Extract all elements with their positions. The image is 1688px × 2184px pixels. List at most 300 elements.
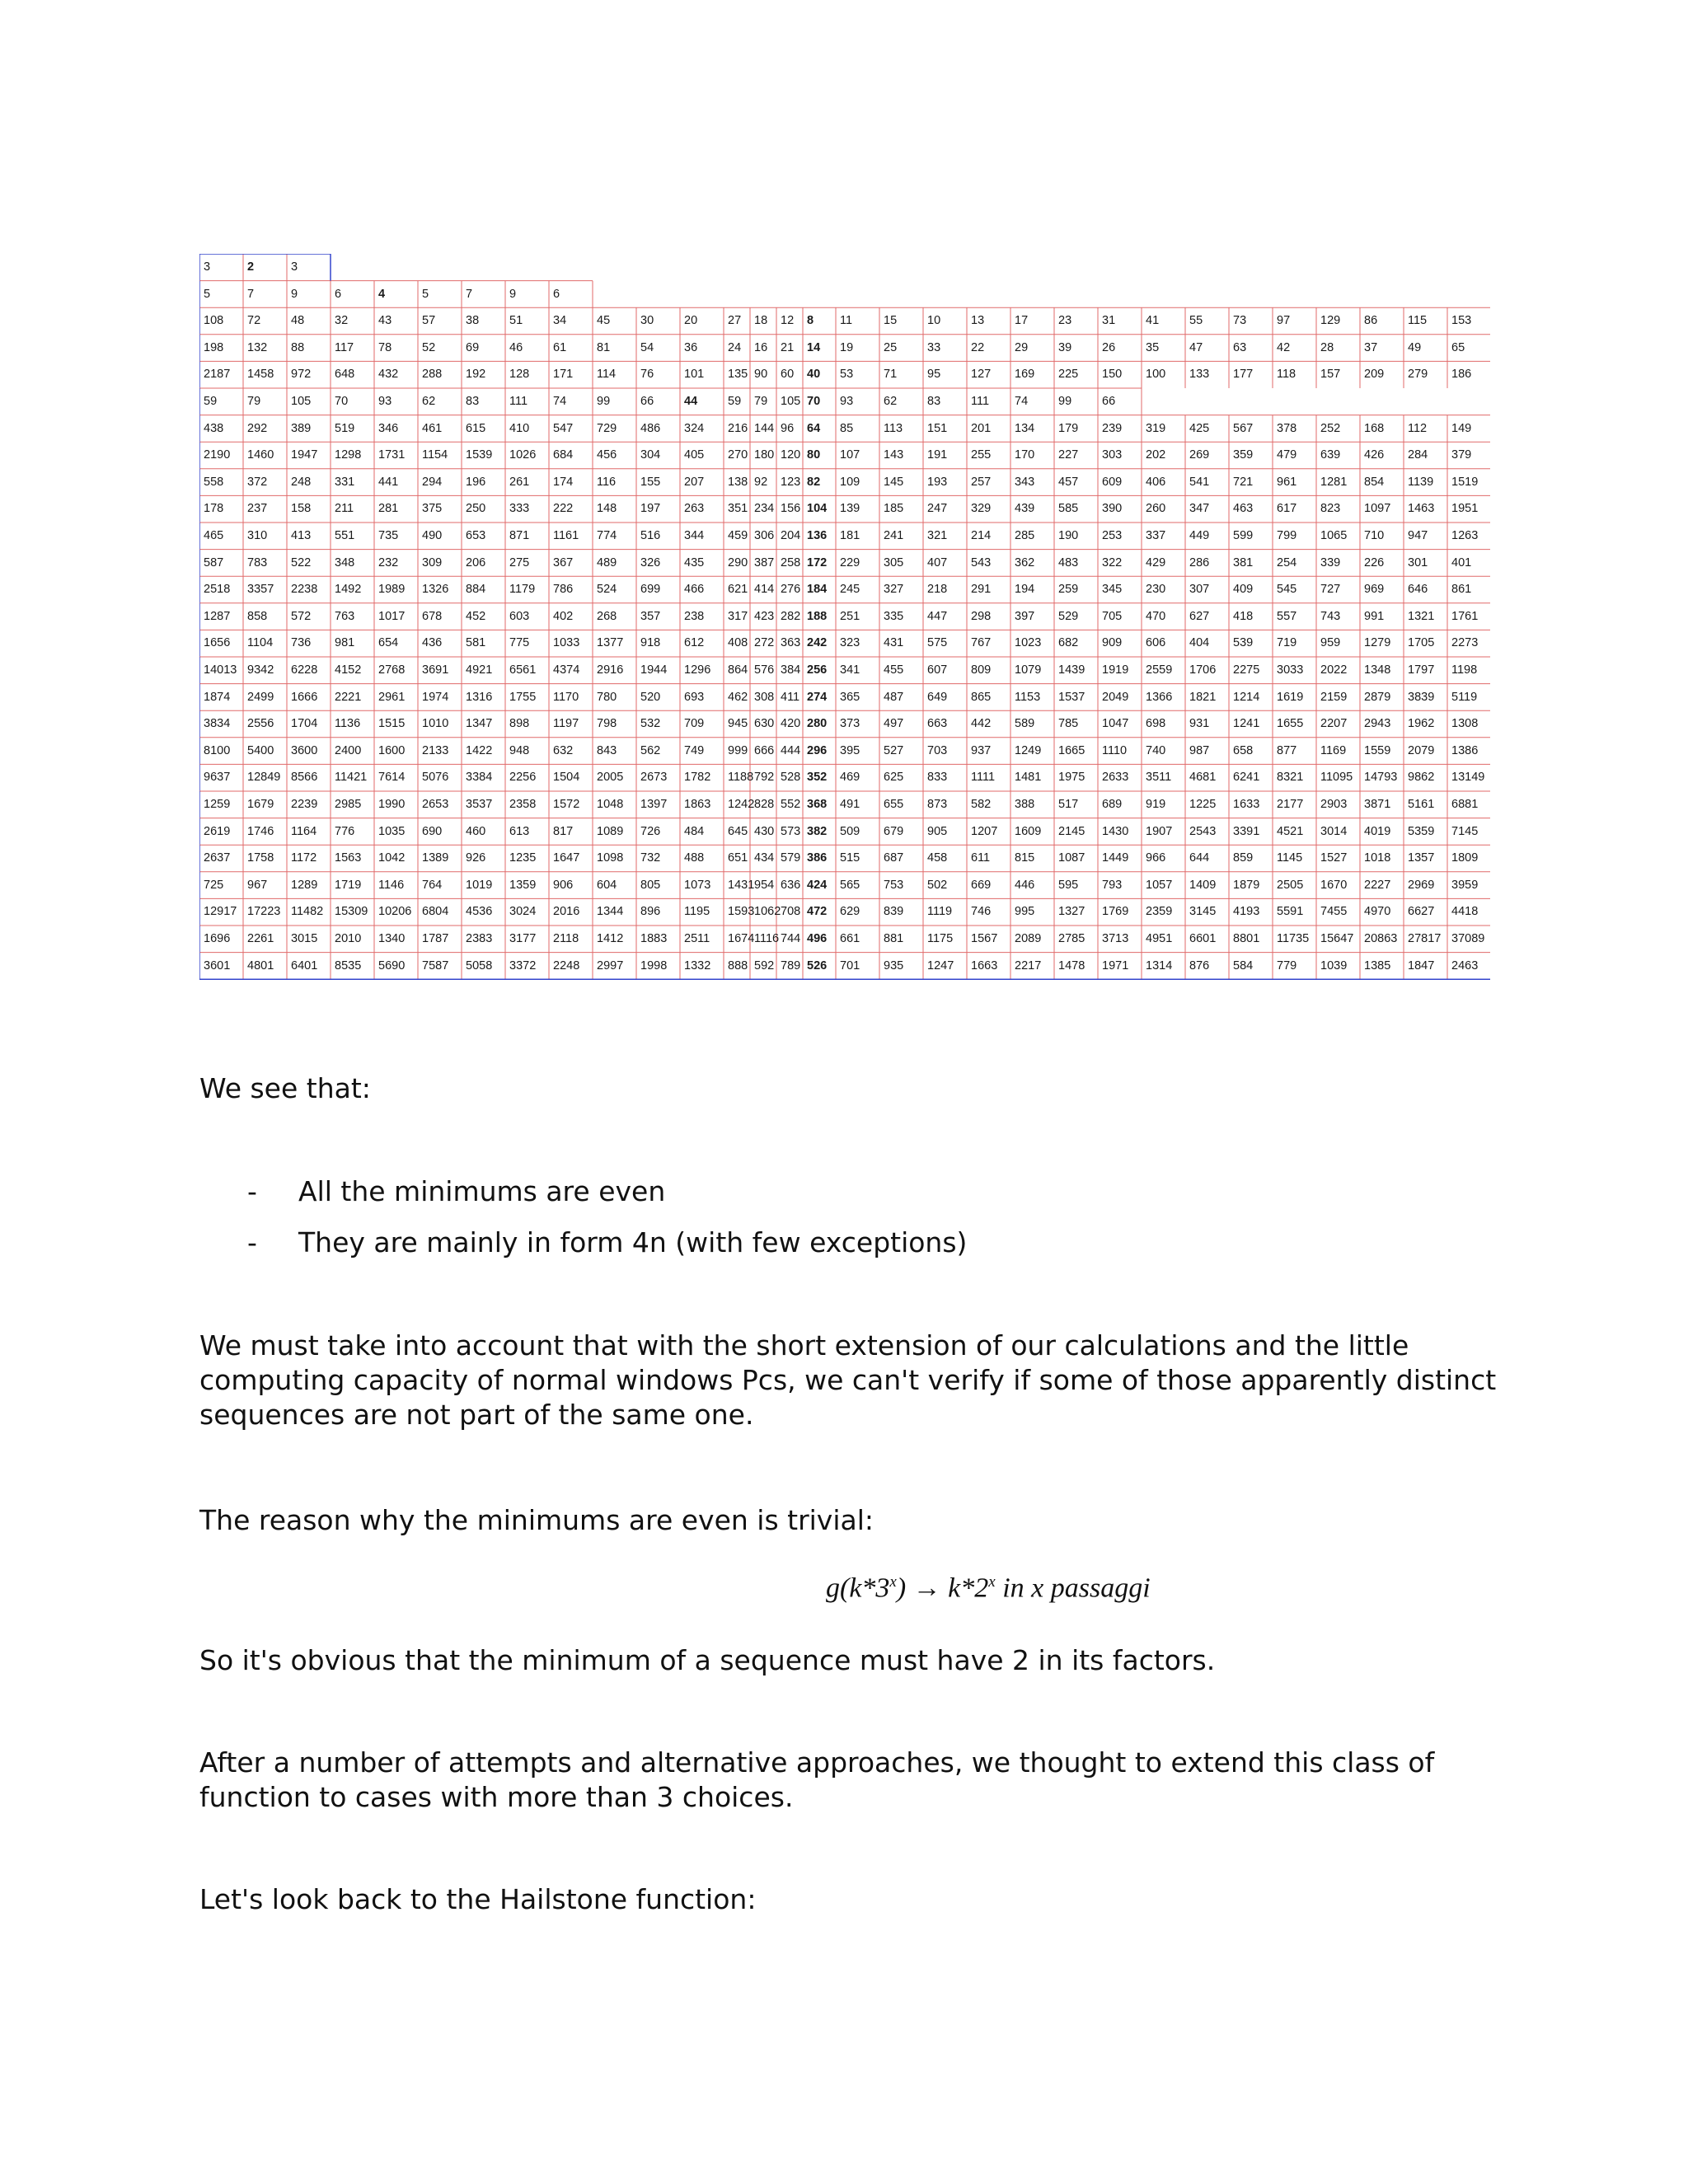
table-cell: 138 [728, 475, 748, 489]
table-cell: 1321 [1408, 609, 1435, 623]
table-cell: 136 [807, 529, 828, 542]
table-cell: 565 [840, 878, 860, 892]
table-cell: 239 [1102, 421, 1123, 435]
table-cell: 40 [807, 368, 821, 382]
table-cell: 947 [1408, 529, 1428, 542]
table-cell: 1116 [754, 932, 780, 945]
table-cell: 864 [728, 663, 748, 677]
table-cell: 1033 [553, 636, 580, 650]
table-cell: 255 [971, 448, 992, 462]
table-cell: 113 [884, 421, 903, 435]
table-cell: 767 [971, 636, 992, 650]
table-cell: 483 [1058, 555, 1079, 569]
table-cell: 465 [204, 529, 224, 542]
table-cell: 567 [1233, 421, 1254, 435]
table-cell: 632 [553, 743, 574, 757]
table-cell: 519 [335, 421, 355, 435]
table-cell: 229 [840, 555, 860, 569]
table-cell: 1179 [509, 583, 536, 597]
table-cell: 1249 [1015, 743, 1042, 757]
table-cell: 579 [781, 851, 801, 865]
table-cell: 972 [291, 368, 312, 382]
table-cell: 2383 [466, 932, 493, 945]
table-cell: 8 [807, 314, 814, 328]
table-cell: 170 [1015, 448, 1035, 462]
table-cell: 23 [1058, 314, 1072, 328]
table-cell: 69 [466, 340, 480, 354]
table-cell: 372 [247, 475, 268, 489]
table-cell: 687 [884, 851, 904, 865]
table-cell: 2653 [422, 798, 449, 811]
table-cell: 1539 [466, 448, 493, 462]
table-cell: 1198 [1451, 663, 1478, 677]
table-cell: 2633 [1102, 771, 1129, 785]
table-cell: 258 [781, 555, 801, 569]
table-cell: 288 [422, 368, 443, 382]
table-cell: 196 [466, 475, 486, 489]
table-cell: 92 [754, 475, 768, 489]
table-cell: 1197 [553, 717, 579, 731]
table-cell: 429 [1146, 555, 1166, 569]
table-cell: 599 [1233, 529, 1254, 542]
bullet-item-2: They are mainly in form 4n (with few exceptions) [298, 1226, 968, 1258]
table-cell: 3511 [1146, 771, 1172, 785]
table-cell: 227 [1058, 448, 1079, 462]
table-cell: 111 [509, 395, 528, 408]
table-cell: 52 [422, 340, 436, 354]
table-cell: 251 [840, 609, 860, 623]
table-cell: 961 [1277, 475, 1297, 489]
table-cell: 3537 [466, 798, 493, 811]
table-cell: 45 [597, 314, 611, 328]
table-cell: 180 [754, 448, 775, 462]
table-cell: 576 [754, 663, 775, 677]
we-see-text: We see that: [199, 1072, 371, 1104]
table-cell: 2248 [553, 958, 580, 972]
table-cell: 1098 [597, 851, 624, 865]
table-cell: 775 [509, 636, 530, 650]
table-cell: 2505 [1277, 878, 1304, 892]
table-cell: 1656 [204, 636, 231, 650]
table-cell: 1018 [1364, 851, 1391, 865]
table-cell: 705 [1102, 609, 1123, 623]
table-cell: 333 [509, 502, 530, 516]
table-cell: 786 [553, 583, 574, 597]
table-cell: 898 [509, 717, 530, 731]
table-cell: 4418 [1451, 905, 1479, 919]
table-cell: 378 [1277, 421, 1297, 435]
table-cell: 139 [840, 502, 860, 516]
table-cell: 1026 [509, 448, 537, 462]
table-cell: 100 [1146, 368, 1166, 382]
table-cell: 390 [1102, 502, 1123, 516]
table-cell: 1874 [204, 690, 231, 704]
table-cell: 2256 [509, 771, 537, 785]
table-cell: 612 [684, 636, 705, 650]
table-cell: 1847 [1408, 958, 1435, 972]
table-cell: 1164 [291, 824, 317, 838]
table-cell: 541 [1189, 475, 1210, 489]
table-cell: 607 [927, 663, 948, 677]
table-cell: 31 [1102, 314, 1116, 328]
table-cell: 1139 [1408, 475, 1434, 489]
table-cell: 197 [640, 502, 661, 516]
table-cell: 184 [807, 583, 828, 597]
table-cell: 253 [1102, 529, 1123, 542]
table-cell: 70 [807, 395, 821, 408]
table-cell: 1515 [378, 717, 406, 731]
table-cell: 308 [754, 690, 775, 704]
table-cell: 11482 [291, 905, 324, 919]
table-cell: 873 [927, 798, 948, 811]
table-cell: 21 [781, 340, 795, 354]
table-cell: 1962 [1408, 717, 1435, 731]
table-cell: 678 [422, 609, 443, 623]
bullet-dash-2: - [247, 1226, 257, 1258]
table-cell: 1170 [553, 690, 579, 704]
table-cell: 1172 [291, 851, 317, 865]
table-cell: 2559 [1146, 663, 1173, 677]
table-cell: 609 [1102, 475, 1123, 489]
table-cell: 6 [335, 287, 342, 301]
table-cell: 789 [781, 958, 801, 972]
table-cell: 254 [1277, 555, 1297, 569]
table-cell: 1065 [1320, 529, 1348, 542]
table-cell: 896 [640, 905, 661, 919]
table-cell: 1259 [204, 798, 231, 811]
table-cell: 1746 [247, 824, 274, 838]
table-cell: 117 [335, 340, 354, 354]
table-cell: 472 [807, 905, 828, 919]
table-cell: 51 [509, 314, 523, 328]
table-cell: 2463 [1451, 958, 1479, 972]
table-cell: 684 [553, 448, 574, 462]
table-cell: 509 [840, 824, 860, 838]
table-cell: 785 [1058, 717, 1079, 731]
table-cell: 1755 [509, 690, 537, 704]
table-cell: 524 [597, 583, 617, 597]
table-cell: 12849 [247, 771, 281, 785]
table-cell: 490 [422, 529, 443, 542]
table-cell: 250 [466, 502, 486, 516]
table-cell: 1863 [684, 798, 711, 811]
table-cell: 1296 [684, 663, 711, 677]
table-cell: 1731 [378, 448, 406, 462]
table-cell: 926 [466, 851, 486, 865]
table-cell: 967 [247, 878, 268, 892]
table-cell: 2619 [204, 824, 231, 838]
table-cell: 945 [728, 717, 748, 731]
table-cell: 171 [553, 368, 574, 382]
table-cell: 1944 [640, 663, 668, 677]
table-cell: 13149 [1451, 771, 1485, 785]
table-cell: 27 [728, 314, 742, 328]
table-cell: 1704 [291, 717, 318, 731]
table-cell: 557 [1277, 609, 1297, 623]
table-cell: 539 [1233, 636, 1254, 650]
table-cell: 2943 [1364, 717, 1391, 731]
table-cell: 999 [728, 743, 748, 757]
table-cell: 211 [335, 502, 354, 516]
table-cell: 3601 [204, 958, 231, 972]
table-cell: 11421 [335, 771, 368, 785]
table-cell: 995 [1015, 905, 1035, 919]
table-cell: 24 [728, 340, 742, 354]
table-cell: 1104 [247, 636, 274, 650]
table-cell: 543 [971, 555, 992, 569]
table-cell: 1035 [378, 824, 406, 838]
table-cell: 292 [247, 421, 268, 435]
table-cell: 487 [884, 690, 904, 704]
table-cell: 420 [781, 717, 801, 731]
table-cell: 1600 [378, 743, 406, 757]
table-cell: 615 [466, 421, 486, 435]
table-cell: 321 [927, 529, 948, 542]
table-cell: 9862 [1408, 771, 1435, 785]
table-cell: 589 [1015, 717, 1035, 731]
table-cell: 2 [247, 260, 255, 274]
table-cell: 7614 [378, 771, 406, 785]
table-cell: 572 [291, 609, 312, 623]
table-cell: 357 [640, 609, 661, 623]
table-cell: 365 [840, 690, 860, 704]
table-cell: 348 [335, 555, 355, 569]
table-cell: 109 [840, 475, 860, 489]
table-cell: 188 [807, 609, 828, 623]
table-cell: 749 [684, 743, 705, 757]
table-cell: 263 [684, 502, 705, 516]
table-cell: 88 [291, 340, 305, 354]
table-cell: 305 [884, 555, 904, 569]
table-cell: 431 [884, 636, 904, 650]
table-cell: 116 [597, 475, 617, 489]
table-cell: 1593 [728, 905, 755, 919]
table-cell: 218 [927, 583, 948, 597]
table-cell: 256 [807, 663, 828, 677]
table-cell: 654 [378, 636, 399, 650]
table-cell: 439 [1015, 502, 1035, 516]
table-cell: 736 [291, 636, 312, 650]
table-cell: 865 [971, 690, 992, 704]
table-cell: 446 [1015, 878, 1035, 892]
paragraph-reason: The reason why the minimums are even is trivial: [199, 1504, 874, 1536]
table-cell: 169 [1015, 368, 1035, 382]
table-cell: 179 [1058, 421, 1079, 435]
table-cell: 698 [1146, 717, 1166, 731]
table-cell: 186 [1451, 368, 1472, 382]
table-cell: 2275 [1233, 663, 1260, 677]
table-cell: 4801 [247, 958, 274, 972]
table-cell: 520 [640, 690, 661, 704]
table-cell: 148 [597, 502, 617, 516]
table-cell: 32 [335, 314, 349, 328]
table-cell: 449 [1189, 529, 1210, 542]
table-cell: 359 [1233, 448, 1254, 462]
table-cell: 123 [781, 475, 801, 489]
table-cell: 6 [553, 287, 560, 301]
table-cell: 204 [781, 529, 801, 542]
table-cell: 424 [807, 878, 828, 892]
table-cell: 703 [927, 743, 948, 757]
table-cell: 66 [640, 395, 654, 408]
table-cell: 237 [247, 502, 268, 516]
table-cell: 1389 [422, 851, 449, 865]
table-cell: 2903 [1320, 798, 1348, 811]
table-cell: 6228 [291, 663, 318, 677]
table-cell: 319 [1146, 421, 1166, 435]
table-cell: 2997 [597, 958, 624, 972]
table-cell: 7145 [1451, 824, 1479, 838]
table-cell: 168 [1364, 421, 1385, 435]
table-cell: 76 [640, 368, 654, 382]
table-cell: 2133 [422, 743, 449, 757]
table-cell: 363 [781, 636, 801, 650]
table-cell: 551 [335, 529, 355, 542]
table-cell: 646 [1408, 583, 1428, 597]
table-cell: 296 [807, 743, 828, 757]
table-cell: 430 [754, 824, 775, 838]
table-cell: 948 [509, 743, 530, 757]
table-cell: 746 [971, 905, 992, 919]
table-cell: 859 [1233, 851, 1254, 865]
table-cell: 351 [728, 502, 748, 516]
table-cell: 90 [754, 368, 768, 382]
table-cell: 44 [684, 395, 698, 408]
table-cell: 1062 [754, 905, 781, 919]
table-cell: 245 [840, 583, 860, 597]
table-cell: 25 [884, 340, 898, 354]
table-cell: 6627 [1408, 905, 1435, 919]
table-cell: 1377 [597, 636, 624, 650]
table-cell: 234 [754, 502, 775, 516]
table-cell: 8321 [1277, 771, 1304, 785]
table-cell: 405 [684, 448, 705, 462]
table-cell: 621 [728, 583, 748, 597]
table-cell: 53 [840, 368, 854, 382]
table-cell: 5400 [247, 743, 274, 757]
table-cell: 3959 [1451, 878, 1479, 892]
table-cell: 17 [1015, 314, 1029, 328]
table-cell: 337 [1146, 529, 1166, 542]
table-cell: 107 [840, 448, 860, 462]
table-cell: 1161 [553, 529, 579, 542]
table-cell: 2511 [684, 932, 710, 945]
table-cell: 291 [971, 583, 992, 597]
table-cell: 194 [1015, 583, 1035, 597]
table-cell: 584 [1233, 958, 1254, 972]
table-cell: 298 [971, 609, 992, 623]
table-cell: 1039 [1320, 958, 1348, 972]
table-cell: 817 [553, 824, 574, 838]
table-cell: 83 [466, 395, 480, 408]
table-cell: 779 [1277, 958, 1297, 972]
table-cell: 1087 [1058, 851, 1085, 865]
table-cell: 447 [927, 609, 948, 623]
table-cell: 2010 [335, 932, 362, 945]
table-cell: 918 [640, 636, 661, 650]
table-cell: 2969 [1408, 878, 1435, 892]
table-cell: 3014 [1320, 824, 1348, 838]
table-cell: 2145 [1058, 824, 1085, 838]
table-cell: 3 [291, 260, 298, 274]
table-cell: 516 [640, 529, 661, 542]
table-cell: 552 [781, 798, 801, 811]
table-cell: 129 [1320, 314, 1341, 328]
table-cell: 1463 [1408, 502, 1435, 516]
table-cell: 653 [466, 529, 486, 542]
table-cell: 155 [640, 475, 661, 489]
table-cell: 1758 [247, 851, 274, 865]
table-cell: 2785 [1058, 932, 1085, 945]
table-cell: 1314 [1146, 958, 1173, 972]
table-cell: 3871 [1364, 798, 1391, 811]
table-cell: 4681 [1189, 771, 1217, 785]
table-cell: 409 [1233, 583, 1254, 597]
table-cell: 457 [1058, 475, 1079, 489]
table-cell: 1761 [1451, 609, 1479, 623]
table-cell: 285 [1015, 529, 1035, 542]
table-cell: 35 [1146, 340, 1160, 354]
table-cell: 1782 [684, 771, 711, 785]
table-cell: 1975 [1058, 771, 1085, 785]
table-cell: 575 [927, 636, 948, 650]
table-cell: 341 [840, 663, 860, 677]
table-cell: 275 [509, 555, 530, 569]
table-cell: 346 [378, 421, 399, 435]
table-cell: 1145 [1277, 851, 1303, 865]
table-cell: 15 [884, 314, 898, 328]
table-cell: 690 [422, 824, 443, 838]
table-cell: 823 [1320, 502, 1341, 516]
table-cell: 527 [884, 743, 904, 757]
table-cell: 783 [247, 555, 268, 569]
table-cell: 8535 [335, 958, 362, 972]
table-cell: 382 [807, 824, 828, 838]
table-cell: 1492 [335, 583, 362, 597]
table-cell: 11735 [1277, 932, 1310, 945]
table-cell: 6881 [1451, 798, 1479, 811]
table-cell: 127 [971, 368, 992, 382]
table-cell: 3145 [1189, 905, 1217, 919]
table-cell: 11 [840, 314, 853, 328]
table-cell: 1821 [1189, 690, 1217, 704]
table-cell: 206 [466, 555, 486, 569]
table-cell: 1359 [509, 878, 537, 892]
table-cell: 1188 [728, 771, 754, 785]
table-cell: 1947 [291, 448, 318, 462]
table-cell: 201 [971, 421, 992, 435]
table-cell: 327 [884, 583, 904, 597]
table-cell: 442 [971, 717, 992, 731]
table-cell: 209 [1364, 368, 1385, 382]
table-cell: 581 [466, 636, 486, 650]
sequence-table [199, 254, 1490, 981]
table-cell: 408 [728, 636, 748, 650]
table-cell: 491 [840, 798, 860, 811]
table-cell: 455 [884, 663, 904, 677]
table-cell: 1023 [1015, 636, 1042, 650]
table-cell: 115 [1408, 314, 1428, 328]
table-cell: 463 [1233, 502, 1254, 516]
table-cell: 274 [807, 690, 828, 704]
table-cell: 198 [204, 340, 224, 354]
table-cell: 1263 [1451, 529, 1479, 542]
table-cell: 132 [247, 340, 268, 354]
table-cell: 387 [754, 555, 775, 569]
table-cell: 192 [466, 368, 486, 382]
table-cell: 331 [335, 475, 355, 489]
table-cell: 780 [597, 690, 617, 704]
